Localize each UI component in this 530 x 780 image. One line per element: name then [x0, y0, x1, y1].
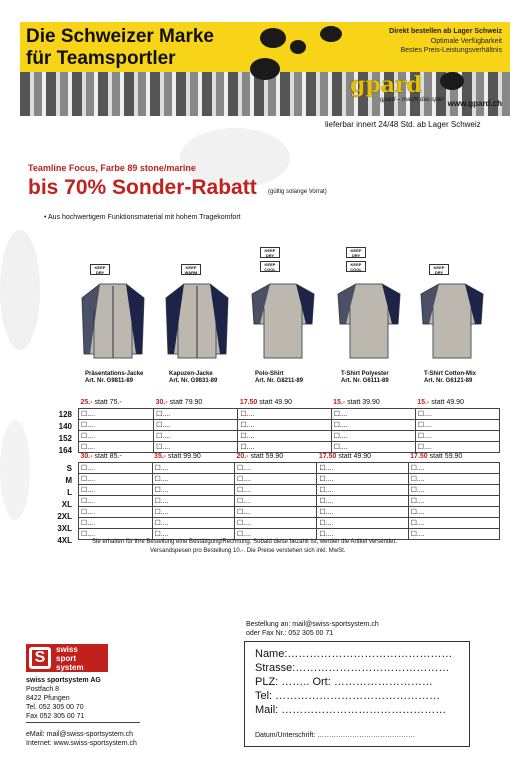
size-label: 152 [58, 434, 72, 443]
terms-text: Sie erhalten für Ihre Bestellung eine Bestätigung/Rechnung. Sobald diese bezahlt ist, werden die Artikel versendet. [92, 539, 397, 545]
street-field[interactable]: Strasse:…………………………………… [255, 662, 450, 674]
price-cell: 17.50 statt 59.90 [408, 451, 499, 462]
company-contact [26, 730, 137, 748]
quantity-checkbox[interactable]: ☐.... [234, 517, 316, 528]
order-form [244, 641, 470, 747]
banner-claim: Optimale Verfügbarkeit [430, 38, 502, 45]
quantity-checkbox[interactable]: ☐.... [79, 408, 154, 419]
size-label: 4XL [57, 536, 72, 545]
logo-s-icon: S [29, 647, 51, 669]
quantity-checkbox[interactable]: ☐.... [317, 462, 408, 473]
email-field[interactable]: Mail: ……………………………………… [255, 704, 447, 716]
size-row [79, 528, 500, 539]
brand-slogan: gpard – macht das spiel [380, 97, 444, 103]
banner-headline: Die Schweizer Marke [26, 26, 214, 47]
email-link[interactable]: eMail: mail@swiss-sportsystem.ch [26, 731, 134, 738]
quantity-checkbox[interactable]: ☐.... [152, 495, 234, 506]
quantity-checkbox[interactable]: ☐.... [331, 441, 415, 452]
size-row [79, 517, 500, 528]
quantity-checkbox[interactable]: ☐.... [408, 462, 499, 473]
gpard-logo: gpard [350, 72, 422, 98]
quantity-checkbox[interactable]: ☐.... [408, 517, 499, 528]
bullet-text: Aus hochwertigem Funktionsmaterial mit hohem Tragekomfort [48, 214, 241, 221]
price-cell: 15.- statt 49.90 [415, 397, 499, 408]
quantity-checkbox[interactable]: ☐.... [152, 506, 234, 517]
price-cell: 25.- statt 75.- [79, 397, 154, 408]
banner-claim: Bestes Preis-Leistungsverhältnis [400, 47, 502, 54]
quantity-checkbox[interactable]: ☐.... [317, 506, 408, 517]
keep-tag-icon: KEEP DRY [260, 247, 280, 258]
quantity-checkbox[interactable]: ☐.... [79, 528, 153, 539]
product-name: Präsentations-Jacke Art. Nr. G9811-89 [85, 371, 144, 384]
size-label: S [66, 464, 72, 473]
header-banner [20, 22, 510, 116]
size-row [79, 462, 500, 473]
banner-url: www.gpard.ch [447, 99, 502, 108]
product-image [419, 280, 485, 365]
background-swirl [0, 420, 30, 520]
quantity-checkbox[interactable]: ☐.... [317, 495, 408, 506]
price-cell: 15.- statt 39.90 [331, 397, 415, 408]
size-label: 128 [58, 410, 72, 419]
quantity-checkbox[interactable]: ☐.... [408, 473, 499, 484]
zip-city-field[interactable]: PLZ: …….. Ort: ……………………… [255, 676, 433, 688]
quantity-checkbox[interactable]: ☐.... [238, 419, 331, 430]
quantity-checkbox[interactable]: ☐.... [154, 419, 238, 430]
company-name: swiss sportsystem AG [26, 677, 101, 684]
quantity-checkbox[interactable]: ☐.... [234, 484, 316, 495]
quantity-checkbox[interactable]: ☐.... [154, 430, 238, 441]
keep-tag-icon: KEEP WARM [181, 264, 201, 275]
price-row [79, 451, 500, 462]
quantity-checkbox[interactable]: ☐.... [79, 419, 154, 430]
keep-tag-icon: KEEP DRY [90, 264, 110, 275]
quantity-checkbox[interactable]: ☐.... [234, 462, 316, 473]
quantity-checkbox[interactable]: ☐.... [79, 495, 153, 506]
product-image [250, 280, 316, 365]
price-cell: 17.50 statt 49.90 [317, 451, 408, 462]
website-link[interactable]: Internet: www.swiss-sportsystem.ch [26, 740, 137, 747]
size-label: L [67, 488, 72, 497]
quantity-checkbox[interactable]: ☐.... [234, 473, 316, 484]
quantity-checkbox[interactable]: ☐.... [331, 430, 415, 441]
quantity-checkbox[interactable]: ☐.... [415, 419, 499, 430]
product-name: T-Shirt Polyester Art. Nr. G6111-89 [341, 371, 389, 384]
size-label: 164 [58, 446, 72, 455]
quantity-checkbox[interactable]: ☐.... [79, 430, 154, 441]
quantity-checkbox[interactable]: ☐.... [408, 484, 499, 495]
quantity-checkbox[interactable]: ☐.... [79, 484, 153, 495]
product-image [80, 280, 146, 365]
price-row [79, 397, 500, 408]
quantity-checkbox[interactable]: ☐.... [408, 506, 499, 517]
company-address: swiss sportsystem AG Postfach 8 8422 Pfungen Tel. 052 305 00 70 Fax 052 305 00 71 [26, 677, 101, 720]
product-name: T-Shirt Cotton-Mix Art. Nr. G6121-89 [424, 371, 476, 384]
keep-tag-icon: KEEP DRY [429, 264, 449, 275]
quantity-checkbox[interactable]: ☐.... [79, 441, 154, 452]
delivery-note: lieferbar innert 24/48 Std. ab Lager Schweiz [325, 120, 481, 129]
quantity-checkbox[interactable]: ☐.... [234, 528, 316, 539]
size-label: M [65, 476, 72, 485]
quantity-checkbox[interactable]: ☐.... [79, 506, 153, 517]
swiss-sportsystem-logo: S swiss sport system [26, 644, 108, 672]
order-instructions: Bestellung an: mail@swiss-sportsystem.ch oder Fax Nr.: 052 305 00 71 [246, 621, 379, 637]
quantity-checkbox[interactable]: ☐.... [238, 430, 331, 441]
quantity-checkbox[interactable]: ☐.... [317, 517, 408, 528]
quantity-checkbox[interactable]: ☐.... [152, 517, 234, 528]
signature-field[interactable]: Datum/Unterschrift: …………………………………… [255, 732, 416, 739]
phone-field[interactable]: Tel: ……………………………………… [255, 690, 441, 702]
quantity-checkbox[interactable]: ☐.... [154, 441, 238, 452]
quantity-checkbox[interactable]: ☐.... [152, 528, 234, 539]
size-label: 3XL [57, 524, 72, 533]
price-cell: 30.- statt 85.- [79, 451, 153, 462]
product-name: Kapuzen-Jacke Art. Nr. G9831-89 [169, 371, 218, 384]
size-row [79, 473, 500, 484]
size-row [79, 419, 500, 430]
product-image [164, 280, 230, 365]
quantity-checkbox[interactable]: ☐.... [79, 462, 153, 473]
quantity-checkbox[interactable]: ☐.... [317, 484, 408, 495]
quantity-checkbox[interactable]: ☐.... [234, 495, 316, 506]
quantity-checkbox[interactable]: ☐.... [408, 528, 499, 539]
keep-tag-icon: KEEP COOL [346, 261, 366, 272]
price-cell: 17.50 statt 49.90 [238, 397, 331, 408]
size-row [79, 430, 500, 441]
bullet-item: • Aus hochwertigem Funktionsmaterial mit hohem Tragekomfort [44, 214, 241, 221]
quantity-checkbox[interactable]: ☐.... [415, 441, 499, 452]
banner-claim: Direkt bestellen ab Lager Schweiz [389, 28, 502, 35]
quantity-checkbox[interactable]: ☐.... [152, 484, 234, 495]
size-row [79, 484, 500, 495]
quantity-checkbox[interactable]: ☐.... [79, 473, 153, 484]
quantity-checkbox[interactable]: ☐.... [154, 408, 238, 419]
quantity-checkbox[interactable]: ☐.... [238, 408, 331, 419]
size-row [79, 495, 500, 506]
quantity-checkbox[interactable]: ☐.... [79, 517, 153, 528]
offer-validity: (gültig solange Vorrat) [268, 189, 327, 195]
offer-headline: bis 70% Sonder-Rabatt [28, 176, 257, 199]
price-cell: 30.- statt 79.90 [154, 397, 238, 408]
quantity-checkbox[interactable]: ☐.... [415, 430, 499, 441]
price-cell: 20.- statt 59.90 [234, 451, 316, 462]
price-cell: 35.- statt 99.90 [152, 451, 234, 462]
quantity-checkbox[interactable]: ☐.... [152, 462, 234, 473]
quantity-checkbox[interactable]: ☐.... [238, 441, 331, 452]
size-label: XL [61, 500, 72, 509]
quantity-checkbox[interactable]: ☐.... [152, 473, 234, 484]
keep-tag-icon: KEEP DRY [346, 247, 366, 258]
kids-size-table [78, 397, 500, 453]
product-image [336, 280, 402, 365]
size-label: 140 [58, 422, 72, 431]
quantity-checkbox[interactable]: ☐.... [408, 495, 499, 506]
size-row [79, 506, 500, 517]
quantity-checkbox[interactable]: ☐.... [317, 528, 408, 539]
terms-text: Versandspesen pro Bestellung 10.-. Die Preise verstehen sich inkl. MwSt. [150, 548, 346, 554]
offer-subtitle: Teamline Focus, Farbe 89 stone/marine [28, 163, 196, 173]
quantity-checkbox[interactable]: ☐.... [317, 473, 408, 484]
product-name: Polo-Shirt Art. Nr. G8211-89 [255, 371, 304, 384]
quantity-checkbox[interactable]: ☐.... [415, 408, 499, 419]
quantity-checkbox[interactable]: ☐.... [234, 506, 316, 517]
adult-size-table [78, 451, 500, 540]
keep-tag-icon: KEEP COOL [260, 261, 280, 272]
name-field[interactable]: Name:……………………………………… [255, 648, 453, 660]
quantity-checkbox[interactable]: ☐.... [331, 419, 415, 430]
quantity-checkbox[interactable]: ☐.... [331, 408, 415, 419]
size-label: 2XL [57, 512, 72, 521]
background-swirl [0, 230, 40, 350]
size-row [79, 408, 500, 419]
banner-headline: für Teamsportler [26, 48, 176, 69]
